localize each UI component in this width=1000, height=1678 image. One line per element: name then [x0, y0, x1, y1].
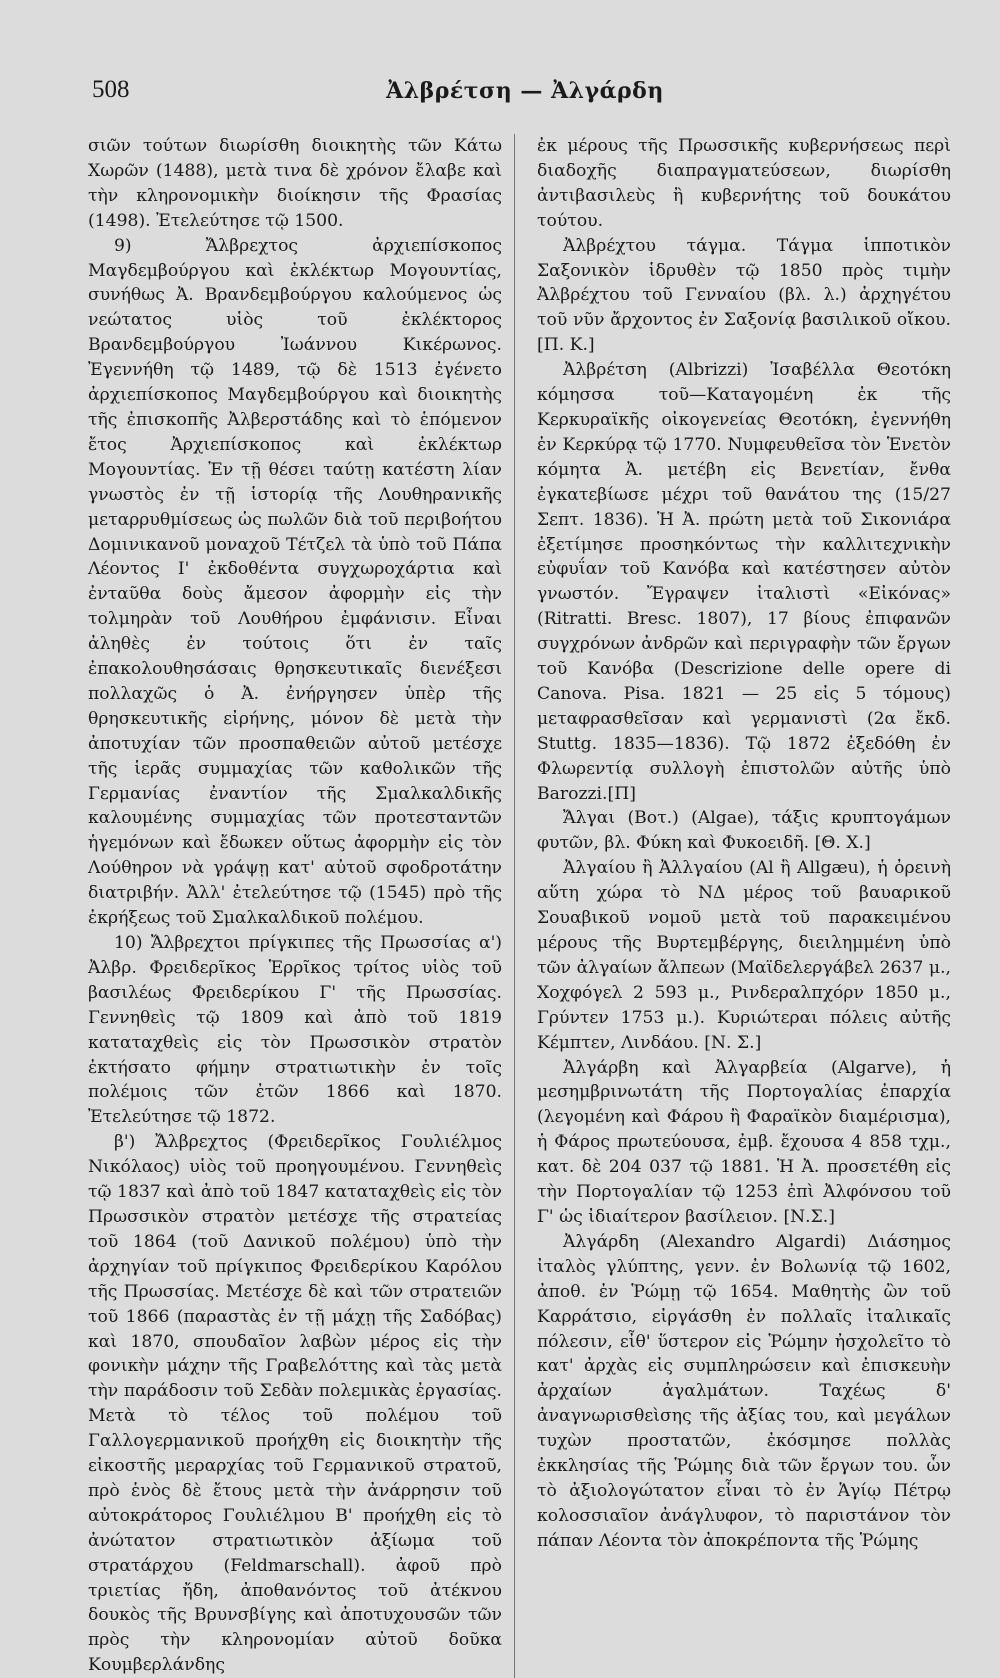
entry-albretse: Ἀλβρέτση (Albrizzi) Ἰσαβέλλα Θεοτόκη κόμησσα τοῦ—Καταγομένη ἐκ τῆς Κερκυραϊκῆς οἰκογενείας Θεοτόκη, ἐγεννήθη ἐν Κερκύρᾳ τῷ 1770. Νυμφευθεῖσα τὸν Ἑνετὸν κόμητα Ἀ. μετέβη εἰς Βενετίαν, ἔνθα ἐγκατεβίωσε μέχρι τοῦ θανάτου της (15/27 Σεπτ. 1836). Ἡ Ἀ. πρώτη μετὰ τοῦ Σικονιάρα ἐξετίμησε προσηκόντως τὴν καλλιτεχνικὴν εὐφυΐαν τοῦ Κανόβα καὶ κατέστησεν αὐτὸν γνωστόν. Ἔγραψεν ἰταλιστὶ «Εἰκόνας» (Ritratti. Bresc. 1807), 17 βίους ἐπιφανῶν συγχρόνων ἀνδρῶν καὶ περιγραφὴν τῶν ἔργων τοῦ Κανόβα (Descrizione delle opere di Canova. Pisa. 1821 — 25 εἰς 5 τόμους) μεταφρασθεῖσαν καὶ γερμανιστὶ (2α ἔκδ. Stuttg. 1835—1836). Τῷ 1872 ἐξεδόθη ἐν Φλωρεντίᾳ συλλογὴ ἐπιστολῶν αὐτῆς ὑπὸ Barozzi.[Π]: [537, 360, 951, 804]
paragraph: 9) Ἄλβρεχτος ἀρχιεπίσκοπος Μαγδεμβούργου καὶ ἐκλέκτωρ Μογουντίας, συνήθως Ἀ. Βρανδεμβούργου καλούμενος ὡς νεώτατος υἱὸς τοῦ ἐκλέκτορος Βρανδεμβούργου Ἰωάννου Κικέρωνος. Ἐγεννήθη τῷ 1489, τῷ δὲ 1513 ἐγένετο ἀρχιεπίσκοπος Μαγδεμβούργου καὶ διοικητὴς τῆς ἐπισκοπῆς Ἀλβερστάδης καὶ τὸ ἑπόμενον ἔτος Ἀρχιεπίσκοπος καὶ ἐκλέκτωρ Μογουντίας. Ἐν τῇ θέσει ταύτῃ κατέστη λίαν γνωστὸς ἐν τῇ ἱστορίᾳ τῆς Λουθηρανικῆς μεταρρυθμίσεως ὡς πωλῶν διὰ τοῦ περιβοήτου Δομινικανοῦ μοναχοῦ Τέτζελ τὰ ὑπὸ τοῦ Πάπα Λέοντος Ι' ἐκδοθέντα συγχωροχάρτια καὶ ἐνταῦθα δοὺς ἄμεσον ἀφορμὴν εἰς τὴν τολμηρὰν τοῦ Λουθήρου ἐμφάνισιν. Εἶναι ἀληθὲς ἐν τούτοις ὅτι ἐν ταῖς ἐπακολουθησάσαις θρησκευτικαῖς διενέξεσι πολλαχῶς ὁ Ἀ. ἐνήργησεν ὑπὲρ τῆς θρησκευτικῆς εἰρήνης, μόνον δὲ μετὰ τὴν ἀποτυχίαν τῶν προσπαθειῶν αὐτοῦ μετέσχε τῆς ἱερᾶς συμμαχίας τῶν καθολικῶν τῆς Γερμανίας ἐναντίον τῆς Σμαλκαλδικῆς καλουμένης συμμαχίας τῶν προτεσταντῶν ἡγεμόνων καὶ ἔδωκεν οὕτως ἀφορμὴν εἰς τὸν Λούθηρον νὰ γράψῃ κατ' αὐτοῦ σφοδροτάτην διατριβήν. Ἀλλ' ἐτελεύτησε τῷ (1545) πρὸ τῆς ἐκρήξεως τοῦ Σμαλκαλδικοῦ πολέμου.: [88, 235, 502, 929]
paragraph: ἐκ μέρους τῆς Πρωσσικῆς κυβερνήσεως περὶ διαδοχῆς διαπραγματεύσεων, διωρίσθη ἀντιβασιλεὺς ἢ κυβερνήτης τοῦ δουκάτου τούτου.: [537, 136, 951, 231]
paragraph: σιῶν τούτων διωρίσθη διοικητὴς τῶν Κάτω Χωρῶν (1488), μετὰ τινα δὲ χρόνον ἔλαβε καὶ τὴν κληρονομικὴν διοίκησιν τῆς Φρασίας (1498). Ἐτελεύτησε τῷ 1500.: [88, 136, 502, 231]
entry-algaiou: Ἀλγαίου ἢ Ἀλλγαίου (Al ἢ Allgæu), ἡ ὀρεινὴ αὕτη χώρα τὸ ΝΔ μέρος τοῦ βαυαρικοῦ Σουαβικοῦ νομοῦ μετὰ τοῦ παρακειμένου μέρους τῆς Βυρτεμβέργης, διειλημμένη ὑπὸ τῶν ἀλγαίων ἄλπεων (Μαϊδελεργάβελ 2637 μ., Χοχφόγελ 2 593 μ., Ρινδεραλπχόρν 1850 μ., Γρύντεν 1753 μ.). Κυριώτεραι πόλεις αὐτῆς Κέμπτεν, Λινδάου. [Ν. Σ.]: [537, 858, 951, 1053]
paragraph: Ἀλβρέχτου τάγμα. Τάγμα ἱπποτικὸν Σαξονικὸν ἱδρυθὲν τῷ 1850 πρὸς τιμὴν Ἀλβρέχτου τοῦ Γενναίου (βλ. λ.) ἀρχηγέτου τοῦ νῦν ἄρχοντος ἐν Σαξονίᾳ βασιλικοῦ οἴκου. [Π. Κ.]: [537, 235, 951, 356]
running-title: Ἀλβρέτση — Ἀλγάρδη: [386, 78, 664, 104]
right-column: [537, 134, 951, 1678]
paragraph: β') Ἄλβρεχτος (Φρειδερῖκος Γουλιέλμος Νικόλαος) υἱὸς τοῦ προηγουμένου. Γεννηθεὶς τῷ 1837 καὶ ἀπὸ τοῦ 1847 καταταχθεὶς εἰς τὸν Πρωσσικὸν στρατὸν μετέσχε τῆς στρατείας τοῦ 1864 (τοῦ Δανικοῦ πολέμου) ὑπὸ τὴν ἀρχηγίαν τοῦ πρίγκιπος Φρειδερίκου Καρόλου τῆς Πρωσσίας. Μετέσχε δὲ καὶ τῶν στρατειῶν τοῦ 1866 (παραστὰς ἐν τῇ μάχῃ τῆς Σαδόβας) καὶ 1870, σπουδαῖον λαβὼν μέρος εἰς τὴν φονικὴν μάχην τῆς Γραβελόττης καὶ τὰς μετὰ τὴν παράδοσιν τοῦ Σεδὰν πολεμικὰς ἐργασίας. Μετὰ τὸ τέλος τοῦ πολέμου τοῦ Γαλλογερμανικοῦ προήχθη εἰς διοικητὴν τῆς εἰκοστῆς μεραρχίας τοῦ Γερμανικοῦ στρατοῦ, πρὸ ἑνὸς δὲ ἔτους μετὰ τὴν ἀνάρρησιν τοῦ αὐτοκράτορος Γουλιέλμου Β' προήχθη εἰς τὸ ἀνώτατον στρατιωτικὸν ἀξίωμα τοῦ στρατάρχου (Feldmarschall). ἀφοῦ πρὸ τριετίας ἤδη, ἀποθανόντος τοῦ ἀτέκνου δουκὸς τῆς Βρυνσβίγης καὶ ἀποτυχουσῶν τῶν πρὸς τὴν κληρονομίαν αὐτοῦ δοῦκα Κουμβερλάνδης: [88, 1132, 502, 1676]
paragraph: 10) Ἄλβρεχτοι πρίγκιπες τῆς Πρωσσίας α') Ἀλβρ. Φρειδερῖκος Ἑρρῖκος τρίτος υἱὸς τοῦ βασιλέως Φρειδερίκου Γ' τῆς Πρωσσίας. Γεννηθεὶς τῷ 1809 καὶ ἀπὸ τοῦ 1819 καταταχθεὶς εἰς τὸν Πρωσσικὸν στρατὸν ἐκτήσατο φήμην στρατιωτικὴν ἐν τοῖς πολέμοις τῶν ἐτῶν 1866 καὶ 1870. Ἐτελεύτησε τῷ 1872.: [88, 933, 502, 1128]
entry-algai: Ἄλγαι (Βοτ.) (Algae), τάξις κρυπτογάμων φυτῶν, βλ. Φύκη καὶ Φυκοειδῆ. [Θ. Χ.]: [537, 808, 951, 854]
page-header: [88, 70, 962, 120]
left-column: [88, 134, 515, 1678]
text-columns: [88, 134, 962, 1678]
entry-algardi: Ἀλγάρδη (Alexandro Algardi) Διάσημος ἰταλὸς γλύπτης, γενν. ἐν Βολωνίᾳ τῷ 1602, ἀποθ. ἐν Ῥώμῃ τῷ 1654. Μαθητὴς ὢν τοῦ Καρράτσιο, εἰργάσθη ἐν πολλαῖς ἰταλικαῖς πόλεσιν, εἶθ' ὕστερον εἰς Ῥώμην ἠσχολεῖτο τὸ κατ' ἀρχὰς εἰς συμπληρώσειν καὶ ἐπισκευὴν ἀρχαίων ἀγαλμάτων. Ταχέως δ' ἀναγνωρισθεὶσης τῆς ἀξίας του, καὶ μεγάλων τυχὼν προστατῶν, ἐκόσμησε πολλὰς ἐκκλησίας τῆς Ῥώμης διὰ τῶν ἔργων του. ὧν τὸ ἀξιολογώτατον εἶναι τὸ ἐν Ἁγίῳ Πέτρῳ κολοσσιαῖον ἀνάγλυφον, τὸ παριστάνον τὸν πάπαν Λέοντα τὸν ἀποκρέποντα τῆς Ῥώμης: [537, 1231, 951, 1551]
page-number: 508: [92, 76, 130, 103]
entry-algarve: Ἀλγάρβη καὶ Ἀλγαρβεία (Algarve), ἡ μεσημβρινωτάτη τῆς Πορτογαλίας ἐπαρχία (λεγομένη καὶ Φάρου ἢ Φαραϊκὸν διαμέρισμα), ἡ Φάρος πρωτεύουσα, ἐμβ. ἔχουσα 4 858 τχμ., κατ. δὲ 204 037 τῷ 1881. Ἡ Ἀ. προσετέθη εἰς τὴν Πορτογαλίαν τῷ 1253 ἐπὶ Ἀλφόνσου τοῦ Γ' ὡς ἰδιαίτερον βασίλειον. [Ν.Σ.]: [537, 1057, 951, 1227]
